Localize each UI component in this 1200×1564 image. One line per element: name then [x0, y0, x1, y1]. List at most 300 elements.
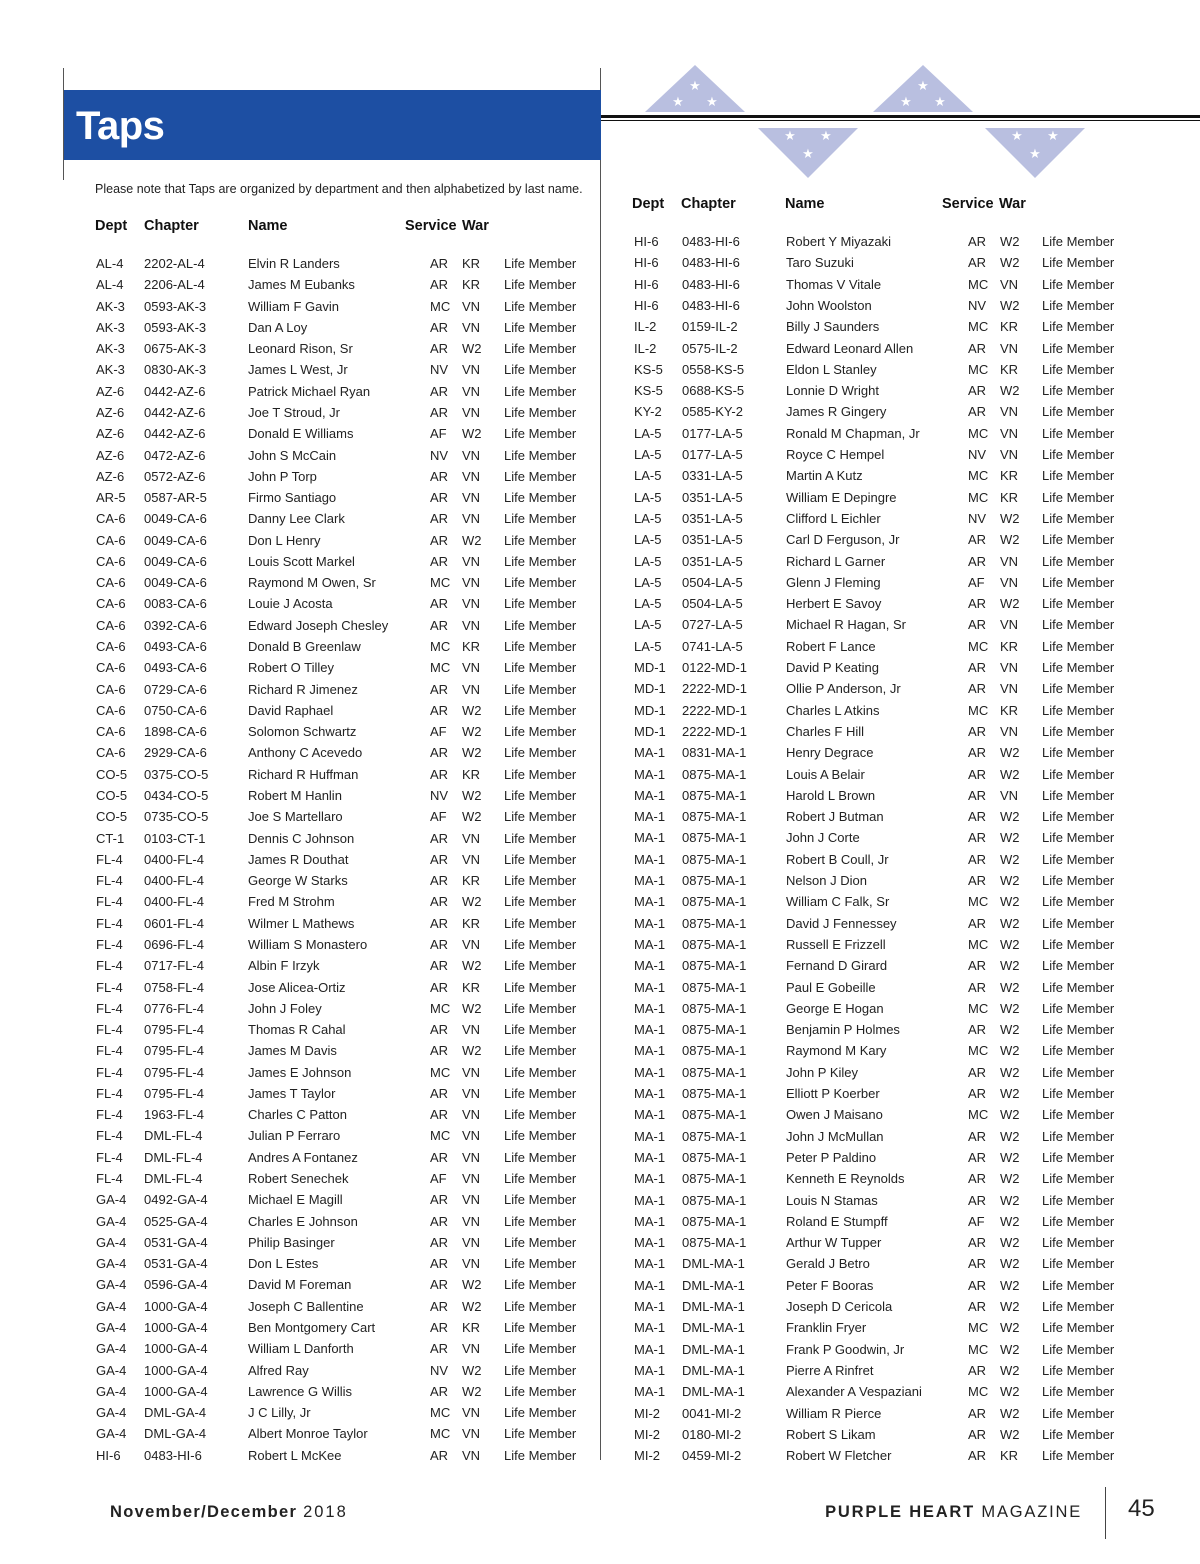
cell-service: AR — [430, 915, 449, 931]
cell-status: Life Member — [504, 1383, 577, 1399]
cell-war: W2 — [1000, 851, 1020, 867]
cell-name: David P Keating — [786, 660, 879, 675]
cell-name: Franklin Fryer — [786, 1320, 867, 1336]
cell-dept: CA-6 — [96, 702, 126, 718]
cell-name: Billy J Saunders — [786, 319, 880, 335]
cell-service: MC — [968, 936, 989, 952]
cell-dept: IL-2 — [634, 340, 657, 356]
cell-dept: CA-6 — [96, 575, 126, 591]
page-number: 45 — [1128, 1495, 1155, 1522]
cell-service: MC — [430, 639, 451, 655]
cell-chapter: 0875-MA-1 — [682, 830, 747, 846]
cell-chapter: 0472-AZ-6 — [144, 447, 206, 463]
cell-service: AR — [430, 1085, 449, 1101]
cell-status: Life Member — [1042, 1149, 1115, 1165]
cell-status: Life Member — [504, 1277, 577, 1293]
cell-status: Life Member — [1042, 255, 1115, 271]
cell-name: James M Davis — [248, 1043, 337, 1059]
cell-name: William L Danforth — [248, 1341, 354, 1357]
cell-status: Life Member — [1042, 1128, 1115, 1144]
cell-dept: CT-1 — [96, 830, 125, 846]
cell-dept: MA-1 — [634, 787, 666, 803]
cell-name: John J Corte — [786, 830, 860, 846]
cell-chapter: DML-MA-1 — [682, 1256, 745, 1272]
cell-war: W2 — [462, 894, 482, 910]
cell-chapter: 0572-AZ-6 — [144, 468, 206, 484]
cell-dept: CO-5 — [96, 788, 128, 803]
cell-dept: MA-1 — [634, 915, 666, 931]
cell-war: VN — [462, 660, 481, 676]
cell-dept: MA-1 — [634, 1043, 666, 1059]
cell-service: AR — [430, 1447, 449, 1463]
cell-status: Life Member — [1042, 1235, 1115, 1251]
cell-status: Life Member — [504, 1043, 577, 1059]
cell-war: VN — [1000, 425, 1019, 441]
cell-service: AR — [430, 553, 449, 569]
cell-status: Life Member — [504, 426, 577, 442]
cell-status: Life Member — [504, 404, 577, 420]
cell-dept: MA-1 — [634, 1320, 666, 1336]
cell-dept: CA-6 — [96, 617, 126, 633]
cell-name: James T Taylor — [248, 1085, 336, 1101]
cell-chapter: 0041-MI-2 — [682, 1405, 742, 1421]
cell-dept: IL-2 — [634, 319, 657, 335]
sort-note: Please note that Taps are organized by department and then alphabetized by last name. — [95, 182, 583, 196]
cell-chapter: 0875-MA-1 — [682, 1043, 747, 1059]
cell-service: AR — [968, 1277, 987, 1293]
cell-name: Donald B Greenlaw — [248, 639, 361, 655]
cell-name: Philip Basinger — [248, 1234, 335, 1250]
cell-chapter: 0688-KS-5 — [682, 383, 745, 399]
cell-service: AR — [430, 383, 449, 399]
cell-chapter: 0875-MA-1 — [682, 979, 747, 995]
cell-war: W2 — [462, 341, 482, 357]
cell-dept: GA-4 — [96, 1426, 127, 1442]
cell-name: Richard R Jimenez — [248, 681, 358, 697]
cell-chapter: 0351-LA-5 — [682, 510, 743, 526]
cell-chapter: 0875-MA-1 — [682, 1171, 747, 1187]
cell-dept: MA-1 — [634, 1235, 666, 1251]
cell-service: AR — [968, 745, 987, 761]
cell-chapter: 0729-CA-6 — [144, 681, 207, 697]
cell-service: AF — [430, 426, 447, 442]
magazine-name-bold: PURPLE HEART — [825, 1503, 976, 1521]
cell-status: Life Member — [1042, 1192, 1115, 1208]
cell-war: VN — [462, 936, 481, 952]
cell-name: J C Lilly, Jr — [248, 1405, 311, 1421]
cell-service: MC — [968, 361, 989, 377]
cell-dept: CO-5 — [96, 766, 128, 782]
cell-war: VN — [1000, 660, 1019, 675]
cell-service: AR — [430, 404, 449, 420]
cell-status: Life Member — [504, 915, 577, 931]
cell-status: Life Member — [504, 1341, 577, 1357]
cell-status: Life Member — [504, 958, 577, 974]
cell-war: KR — [1000, 638, 1019, 654]
cell-chapter: 0392-CA-6 — [144, 617, 207, 633]
cell-name: Harold L Brown — [786, 787, 876, 803]
cell-chapter: 0875-MA-1 — [682, 958, 747, 974]
cell-status: Life Member — [1042, 617, 1115, 633]
title-bar — [64, 90, 601, 160]
cell-chapter: 2222-MD-1 — [682, 702, 748, 718]
cell-name: William F Gavin — [248, 298, 340, 314]
cell-status: Life Member — [504, 1426, 577, 1442]
cell-service: AR — [430, 319, 449, 335]
cell-war: VN — [462, 362, 481, 378]
cell-name: Russell E Frizzell — [786, 936, 886, 952]
cell-dept: LA-5 — [634, 617, 662, 633]
cell-chapter: 0459-MI-2 — [682, 1448, 742, 1464]
cell-chapter: 0587-AR-5 — [144, 490, 207, 506]
cell-chapter: 2206-AL-4 — [144, 277, 205, 293]
cell-name: Henry Degrace — [786, 745, 874, 761]
cell-name: Fernand D Girard — [786, 958, 888, 974]
cell-war: KR — [462, 979, 481, 995]
cell-war: VN — [462, 1022, 481, 1038]
cell-dept: AL-4 — [96, 277, 124, 293]
cell-service: NV — [968, 297, 987, 313]
cell-war: W2 — [1000, 1235, 1020, 1251]
cell-status: Life Member — [1042, 1256, 1115, 1272]
cell-dept: FL-4 — [96, 1107, 123, 1123]
cell-status: Life Member — [504, 1000, 577, 1016]
cell-service: AF — [968, 1213, 985, 1229]
cell-service: MC — [968, 489, 989, 505]
cell-dept: FL-4 — [96, 1128, 123, 1144]
cell-war: W2 — [1000, 1299, 1020, 1314]
cell-dept: GA-4 — [96, 1405, 127, 1421]
cell-dept: CA-6 — [96, 724, 126, 740]
cell-service: MC — [968, 425, 989, 441]
cell-dept: LA-5 — [634, 553, 662, 569]
cell-name: Joe S Martellaro — [248, 809, 343, 825]
cell-war: VN — [462, 1085, 481, 1101]
cell-war: VN — [1000, 617, 1019, 633]
cell-status: Life Member — [504, 809, 577, 825]
cell-service: AR — [430, 1320, 449, 1335]
cell-war: W2 — [1000, 1171, 1020, 1187]
cell-dept: FL-4 — [96, 1171, 123, 1187]
cell-service: AR — [430, 979, 449, 995]
cell-status: Life Member — [504, 1213, 577, 1229]
cell-name: George E Hogan — [786, 1000, 884, 1016]
cell-service: AR — [430, 851, 449, 867]
cell-service: AR — [968, 1192, 987, 1208]
cell-service: AR — [968, 1426, 987, 1442]
cell-status: Life Member — [1042, 809, 1115, 825]
cell-service: AR — [430, 1341, 449, 1357]
cell-status: Life Member — [1042, 489, 1115, 505]
cell-service: AR — [430, 341, 449, 357]
cell-war: W2 — [1000, 766, 1020, 782]
star-icon: ★ — [820, 129, 832, 144]
star-icon: ★ — [917, 79, 929, 94]
cell-war: W2 — [1000, 1043, 1020, 1059]
cell-dept: CA-6 — [96, 532, 126, 548]
cell-name: James M Eubanks — [248, 277, 355, 293]
cell-war: VN — [1000, 574, 1019, 590]
cell-dept: CA-6 — [96, 639, 126, 655]
cell-name: Dan A Loy — [248, 319, 308, 335]
cell-chapter: 2222-MD-1 — [682, 723, 748, 739]
cell-name: Joseph C Ballentine — [248, 1298, 364, 1314]
cell-status: Life Member — [504, 575, 577, 591]
cell-war: VN — [462, 617, 481, 633]
cell-war: W2 — [462, 1277, 482, 1293]
cell-dept: FL-4 — [96, 873, 123, 889]
cell-dept: MD-1 — [634, 681, 666, 697]
cell-dept: FL-4 — [96, 1085, 123, 1101]
cell-status: Life Member — [1042, 915, 1115, 931]
cell-war: W2 — [462, 1362, 482, 1378]
cell-name: Donald E Williams — [248, 426, 354, 442]
cell-service: AR — [968, 681, 987, 697]
cell-service: AR — [968, 915, 987, 931]
cell-chapter: 0830-AK-3 — [144, 362, 207, 378]
cell-service: AR — [968, 1299, 987, 1314]
cell-war: KR — [1000, 361, 1019, 377]
cell-war: KR — [1000, 1448, 1019, 1464]
cell-dept: GA-4 — [96, 1362, 127, 1378]
cell-service: MC — [968, 468, 989, 484]
cell-chapter: 0493-CA-6 — [144, 639, 207, 655]
cell-dept: LA-5 — [634, 596, 662, 612]
cell-chapter: 0083-CA-6 — [144, 596, 207, 612]
cell-dept: MA-1 — [634, 1086, 666, 1101]
cell-service: MC — [968, 1000, 989, 1016]
cell-service: AR — [430, 490, 449, 506]
cell-status: Life Member — [1042, 1405, 1115, 1421]
cell-name: Raymond M Owen, Sr — [248, 575, 376, 591]
cell-chapter: DML-FL-4 — [144, 1149, 203, 1165]
cell-dept: AZ-6 — [96, 404, 125, 420]
cell-dept: HI-6 — [634, 276, 659, 292]
cell-name: Richard R Huffman — [248, 766, 359, 782]
cell-dept: HI-6 — [634, 234, 659, 249]
cell-service: AR — [968, 340, 987, 356]
cell-name: Robert O Tilley — [248, 660, 334, 676]
cell-service: AR — [430, 745, 449, 761]
cell-war: VN — [462, 851, 481, 867]
cell-name: Peter P Paldino — [786, 1149, 877, 1165]
cell-service: AR — [430, 1256, 449, 1272]
cell-status: Life Member — [504, 788, 577, 803]
cell-service: AR — [968, 1064, 987, 1080]
cell-name: James E Johnson — [248, 1064, 352, 1080]
cell-name: Benjamin P Holmes — [786, 1022, 900, 1038]
cell-dept: CA-6 — [96, 745, 126, 761]
cell-war: VN — [462, 1256, 481, 1272]
cell-status: Life Member — [504, 1085, 577, 1101]
cell-dept: LA-5 — [634, 425, 662, 441]
cell-chapter: 0675-AK-3 — [144, 341, 207, 357]
cell-war: VN — [462, 830, 481, 846]
cell-war: KR — [462, 1320, 481, 1335]
cell-name: John Woolston — [786, 297, 872, 313]
header-name: Name — [785, 196, 825, 212]
cell-status: Life Member — [504, 702, 577, 718]
cell-status: Life Member — [504, 447, 577, 463]
cell-status: Life Member — [504, 362, 577, 378]
cell-dept: MA-1 — [634, 1213, 666, 1229]
cell-war: W2 — [1000, 809, 1020, 825]
cell-name: Louis A Belair — [786, 766, 865, 782]
cell-name: Louie J Acosta — [248, 596, 333, 612]
cell-status: Life Member — [1042, 447, 1115, 462]
cell-war: W2 — [1000, 1107, 1020, 1123]
cell-name: Anthony C Acevedo — [248, 745, 363, 761]
cell-war: W2 — [462, 809, 482, 825]
cell-war: W2 — [1000, 297, 1020, 313]
cell-dept: MA-1 — [634, 1107, 666, 1123]
cell-status: Life Member — [1042, 1064, 1115, 1080]
cell-status: Life Member — [1042, 596, 1115, 612]
cell-war: VN — [1000, 404, 1019, 420]
cell-dept: FL-4 — [96, 1043, 123, 1059]
cell-dept: FL-4 — [96, 979, 123, 995]
cell-status: Life Member — [1042, 425, 1115, 441]
cell-status: Life Member — [1042, 787, 1115, 803]
cell-name: William R Pierce — [786, 1405, 882, 1421]
cell-name: John S McCain — [248, 447, 337, 463]
cell-status: Life Member — [1042, 1000, 1115, 1016]
cell-war: VN — [462, 596, 481, 612]
cell-war: W2 — [1000, 1384, 1020, 1400]
cell-service: AR — [968, 532, 987, 548]
cell-name: Owen J Maisano — [786, 1107, 883, 1123]
cell-war: VN — [462, 1149, 481, 1165]
cell-chapter: 0180-MI-2 — [682, 1426, 742, 1442]
cell-chapter: 0525-GA-4 — [144, 1213, 208, 1229]
cell-service: AR — [968, 255, 987, 271]
cell-status: Life Member — [1042, 297, 1115, 313]
cell-chapter: 1898-CA-6 — [144, 724, 207, 740]
cell-dept: GA-4 — [96, 1383, 127, 1399]
cell-service: MC — [968, 1107, 989, 1123]
cell-service: AR — [430, 894, 449, 910]
cell-service: AF — [430, 1171, 447, 1187]
cell-status: Life Member — [1042, 1107, 1115, 1123]
cell-status: Life Member — [1042, 1320, 1115, 1336]
issue-year: 2018 — [303, 1503, 348, 1521]
cell-war: W2 — [1000, 596, 1020, 612]
cell-name: Joseph D Cericola — [786, 1299, 893, 1314]
cell-service: MC — [968, 638, 989, 654]
cell-service: AR — [430, 532, 449, 548]
cell-chapter: 0400-FL-4 — [144, 851, 204, 867]
cell-chapter: 0434-CO-5 — [144, 788, 209, 803]
cell-war: VN — [1000, 276, 1019, 292]
star-icon: ★ — [934, 95, 946, 110]
cell-name: Don L Estes — [248, 1256, 319, 1272]
star-icon: ★ — [672, 95, 684, 110]
cell-dept: MA-1 — [634, 851, 666, 867]
cell-service: AR — [430, 1149, 449, 1165]
cell-name: Lawrence G Willis — [248, 1383, 353, 1399]
cell-dept: MA-1 — [634, 1362, 666, 1378]
cell-status: Life Member — [1042, 1299, 1115, 1314]
cell-name: Robert J Butman — [786, 809, 884, 825]
cell-status: Life Member — [1042, 766, 1115, 782]
cell-service: AR — [430, 511, 449, 527]
header-dept: Dept — [95, 218, 128, 234]
cell-war: W2 — [1000, 532, 1020, 548]
cell-service: AR — [968, 958, 987, 974]
cell-service: AR — [968, 851, 987, 867]
cell-dept: CO-5 — [96, 809, 128, 825]
cell-status: Life Member — [1042, 681, 1115, 697]
cell-war: VN — [462, 1213, 481, 1229]
cell-chapter: DML-MA-1 — [682, 1320, 745, 1336]
cell-chapter: 0875-MA-1 — [682, 787, 747, 803]
cell-chapter: 0717-FL-4 — [144, 958, 204, 974]
cell-dept: MA-1 — [634, 1000, 666, 1016]
cell-chapter: 0531-GA-4 — [144, 1256, 208, 1272]
cell-war: W2 — [1000, 1426, 1020, 1442]
cell-service: AR — [968, 1086, 987, 1101]
cell-dept: AZ-6 — [96, 426, 125, 442]
cell-status: Life Member — [504, 490, 577, 506]
cell-war: VN — [462, 1426, 481, 1442]
footer-divider — [1105, 1487, 1106, 1539]
cell-service: AR — [430, 681, 449, 697]
cell-status: Life Member — [1042, 1362, 1115, 1378]
cell-name: Robert W Fletcher — [786, 1448, 892, 1464]
cell-status: Life Member — [504, 830, 577, 846]
cell-name: Robert F Lance — [786, 638, 876, 654]
cell-dept: MI-2 — [634, 1448, 660, 1464]
cell-chapter: 0493-CA-6 — [144, 660, 207, 676]
cell-name: Elliott P Koerber — [786, 1086, 880, 1101]
cell-service: NV — [968, 447, 987, 462]
cell-status: Life Member — [1042, 276, 1115, 292]
cell-status: Life Member — [504, 894, 577, 910]
cell-dept: AK-3 — [96, 362, 125, 378]
cell-status: Life Member — [1042, 851, 1115, 867]
star-icon: ★ — [689, 79, 701, 94]
cell-dept: FL-4 — [96, 915, 123, 931]
cell-war: VN — [462, 1192, 481, 1208]
cell-chapter: 0351-LA-5 — [682, 553, 743, 569]
cell-dept: CA-6 — [96, 681, 126, 697]
cell-name: Martin A Kutz — [786, 468, 863, 484]
star-icon: ★ — [802, 147, 814, 162]
header-chapter: Chapter — [681, 196, 736, 212]
cell-chapter: 0575-IL-2 — [682, 340, 738, 356]
cell-status: Life Member — [1042, 979, 1115, 995]
cell-name: Charles F Hill — [786, 723, 865, 739]
cell-war: VN — [462, 1341, 481, 1357]
cell-war: W2 — [1000, 383, 1020, 399]
cell-name: Michael R Hagan, Sr — [786, 617, 906, 633]
cell-chapter: 0049-CA-6 — [144, 575, 207, 591]
cell-war: VN — [462, 404, 481, 420]
cell-war: VN — [462, 447, 481, 463]
cell-name: Charles E Johnson — [248, 1213, 358, 1229]
cell-war: VN — [462, 1447, 481, 1463]
cell-status: Life Member — [504, 851, 577, 867]
cell-dept: MA-1 — [634, 809, 666, 825]
cell-status: Life Member — [504, 1405, 577, 1421]
cell-name: James R Gingery — [786, 404, 887, 420]
cell-name: Taro Suzuki — [786, 255, 854, 271]
cell-service: AR — [430, 1192, 449, 1208]
cell-service: MC — [430, 575, 451, 591]
header-service: Service — [942, 196, 994, 212]
cell-war: W2 — [1000, 1256, 1020, 1272]
cell-dept: AL-4 — [96, 256, 124, 271]
